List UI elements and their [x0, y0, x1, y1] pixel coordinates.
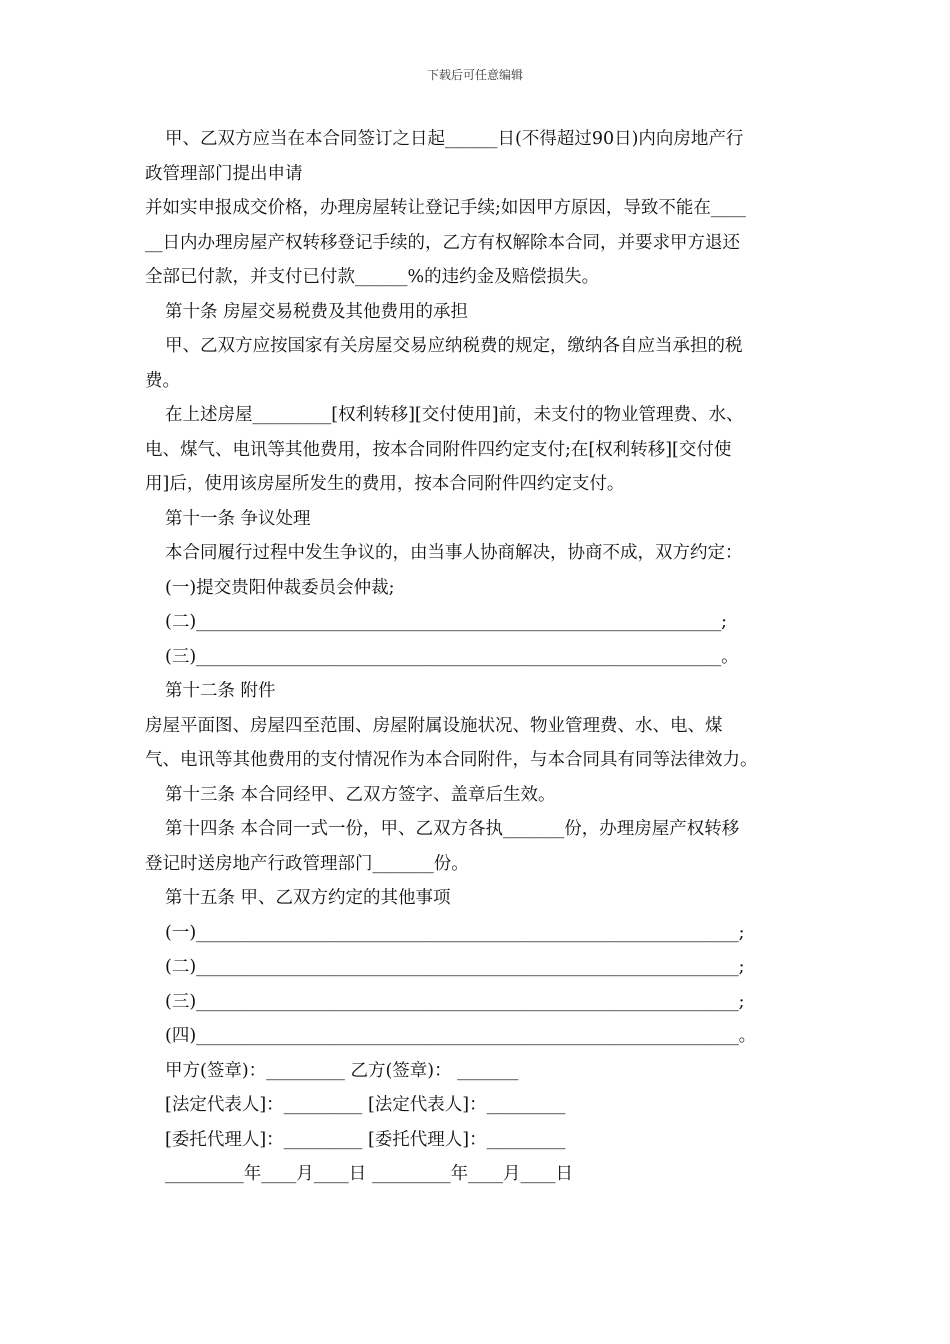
paragraph-line: 本合同履行过程中发生争议的，由当事人协商解决，协商不成，双方约定： — [165, 543, 743, 563]
page-header: 下载后可任意编辑 — [426, 68, 523, 82]
list-item: (二)____________________________________________________________; — [165, 612, 728, 632]
list-item: (一)______________________________________________________________; — [165, 922, 745, 943]
contract-body — [145, 122, 810, 1192]
article-heading: 第十二条 附件 — [165, 681, 276, 701]
paragraph-line: 登记时送房地产行政管理部门_______份。 — [145, 853, 469, 874]
list-item: (二)______________________________________________________________; — [165, 957, 745, 977]
article-heading: 第十条 房屋交易税费及其他费用的承担 — [165, 301, 469, 322]
list-item: (三)______________________________________________________________; — [165, 991, 745, 1012]
date-line: _________年____月____日 _________年____月____日 — [165, 1164, 574, 1184]
paragraph-line: __日内办理房屋产权转移登记手续的，乙方有权解除本合同，并要求甲方退还 — [145, 232, 740, 253]
article-heading: 第十一条 争议处理 — [165, 508, 311, 529]
paragraph-line: 全部已付款，并支付已付款______%的违约金及赔偿损失。 — [145, 267, 600, 287]
article-heading: 第十五条 甲、乙双方约定的其他事项 — [165, 888, 451, 908]
signature-line: [法定代表人]：_________ [法定代表人]：_________ — [165, 1095, 566, 1115]
paragraph-line: 在上述房屋_________[权利转移][交付使用]前，未支付的物业管理费、水、 — [165, 405, 744, 425]
list-item: (三)____________________________________________________________。 — [165, 646, 739, 667]
paragraph-line: 用]后，使用该房屋所发生的费用，按本合同附件四约定支付。 — [145, 474, 625, 494]
paragraph-line: 电、煤气、电讯等其他费用，按本合同附件四约定支付;在[权利转移][交付使 — [145, 439, 732, 460]
article-heading: 第十三条 本合同经甲、乙双方签字、盖章后生效。 — [165, 784, 556, 805]
paragraph-line: 气、电讯等其他费用的支付情况作为本合同附件，与本合同具有同等法律效力。 — [145, 750, 758, 770]
paragraph-line: 甲、乙双方应按国家有关房屋交易应纳税费的规定，缴纳各自应当承担的税 — [165, 336, 743, 356]
signature-line: 甲方(签章)：_________ 乙方(签章)： _______ — [165, 1060, 519, 1081]
paragraph-line: 第十四条 本合同一式一份，甲、乙双方各执_______份，办理房屋产权转移 — [165, 819, 740, 839]
paragraph-line: 房屋平面图、房屋四至范围、房屋附属设施状况、物业管理费、水、电、煤 — [145, 715, 723, 736]
paragraph-line: 费。 — [145, 370, 180, 391]
paragraph-line: 甲、乙双方应当在本合同签订之日起______日(不得超过90日)内向房地产行 — [165, 129, 744, 149]
paragraph-line: 政管理部门提出申请 — [145, 163, 303, 184]
signature-line: [委托代理人]：_________ [委托代理人]：_________ — [165, 1129, 566, 1150]
paragraph-line: 并如实申报成交价格，办理房屋转让登记手续;如因甲方原因，导致不能在____ — [145, 198, 746, 218]
list-item: (一)提交贵阳仲裁委员会仲裁; — [165, 577, 395, 598]
list-item: (四)______________________________________________________________。 — [165, 1026, 757, 1046]
